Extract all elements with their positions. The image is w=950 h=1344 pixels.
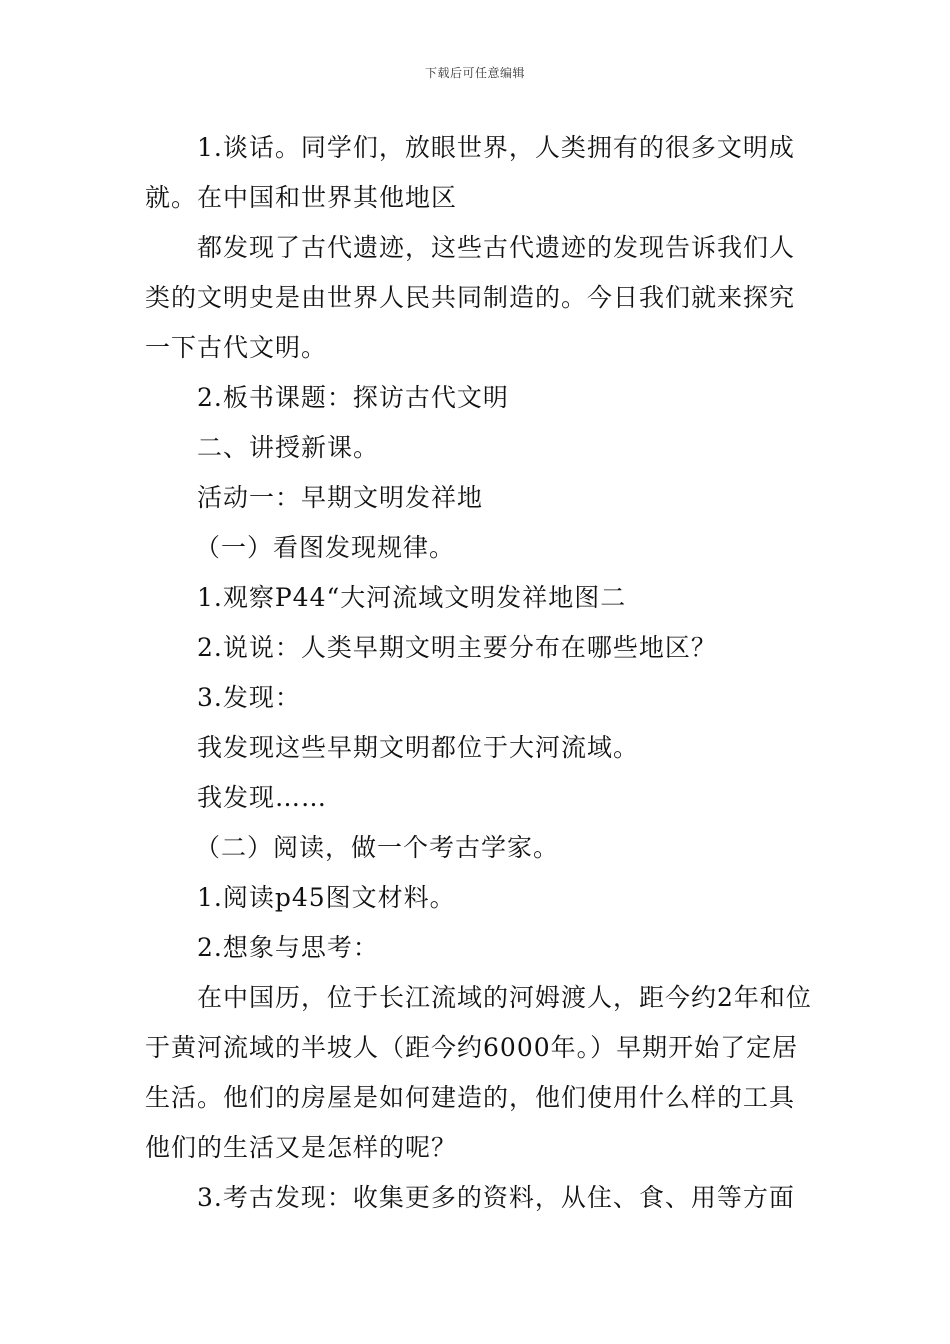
section-heading: 二、讲授新课。	[197, 433, 380, 462]
paragraph-line: 1.阅读p45图文材料。	[197, 883, 456, 912]
paragraph-line: 我发现……	[197, 783, 328, 812]
paragraph-line: 都发现了古代遗迹，这些古代遗迹的发现告诉我们人	[197, 233, 796, 262]
subsection-heading: （一）看图发现规律。	[195, 533, 456, 562]
paragraph-line: 2.想象与思考：	[197, 933, 379, 962]
paragraph-line: 一下古代文明。	[145, 333, 328, 362]
paragraph-line: 生活。他们的房屋是如何建造的，他们使用什么样的工具	[145, 1083, 796, 1112]
paragraph-line: 于黄河流域的半坡人（距今约6000年。）早期开始了定居	[145, 1033, 799, 1062]
subsection-heading: （二）阅读，做一个考古学家。	[195, 833, 560, 862]
paragraph-line: 就。在中国和世界其他地区	[145, 183, 458, 212]
paragraph-line: 3.考古发现：收集更多的资料，从住、食、用等方面	[197, 1183, 795, 1212]
paragraph-line: 他们的生活又是怎样的呢？	[145, 1133, 458, 1162]
paragraph-line: 2.说说：人类早期文明主要分布在哪些地区？	[197, 633, 717, 662]
paragraph-line: 在中国历，位于长江流域的河姆渡人，距今约2年和位	[197, 983, 812, 1012]
paragraph-line: 我发现这些早期文明都位于大河流域。	[197, 733, 640, 762]
paragraph-line: 3.发现：	[197, 683, 301, 712]
paragraph-line: 1.观察P44“大河流域文明发祥地图二	[197, 583, 627, 612]
page-header: 下载后可任意编辑	[424, 66, 525, 80]
paragraph-line: 类的文明史是由世界人民共同制造的。今日我们就来探究	[145, 283, 796, 312]
activity-heading: 活动一：早期文明发祥地	[197, 483, 484, 512]
document-body	[145, 123, 815, 1223]
paragraph-line: 2.板书课题：探访古代文明	[197, 383, 509, 412]
paragraph-line: 1.谈话。同学们，放眼世界，人类拥有的很多文明成	[197, 133, 795, 162]
